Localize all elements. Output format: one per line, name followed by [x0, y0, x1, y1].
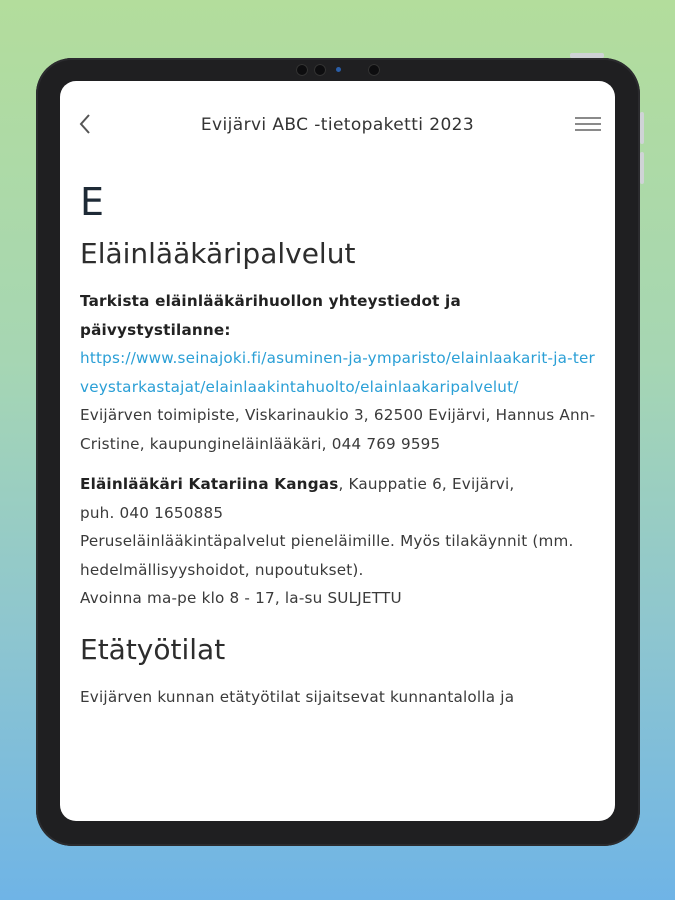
page-title: Evijärvi ABC -tietopaketti 2023	[200, 115, 475, 135]
power-button	[570, 53, 604, 58]
camera-indicator	[336, 67, 341, 72]
vet-services: Peruseläinlääkintäpalvelut pieneläimille. Myös tilakäynnit (mm. hedelmällisyyshoidot, nupoutukset).	[80, 532, 574, 579]
volume-button	[640, 152, 644, 184]
back-button[interactable]	[72, 111, 98, 137]
sensor-icon	[368, 64, 380, 76]
section-letter: E	[80, 180, 105, 224]
camera-icon	[296, 64, 308, 76]
vet-name: Eläinlääkäri Katariina Kangas	[80, 475, 339, 493]
article-content	[80, 181, 600, 711]
menu-button[interactable]	[575, 113, 601, 135]
camera-icon	[314, 64, 326, 76]
hamburger-menu-icon	[575, 117, 601, 131]
chevron-left-icon	[78, 113, 92, 135]
top-bar	[60, 81, 615, 169]
section-heading: Etätyötilat	[80, 632, 226, 666]
intro-text	[80, 287, 600, 344]
volume-button	[640, 112, 644, 144]
vet-phone: puh. 040 1650885	[80, 503, 224, 522]
office-info: Evijärven toimipiste, Viskarinaukio 3, 62500 Evijärvi, Hannus Ann-Cristine, kaupungineläinlääkäri, 044 769 9595	[80, 406, 596, 453]
link-paragraph	[80, 344, 600, 401]
remote-work-text: Evijärven kunnan etätyötilat sijaitsevat kunnantalolla ja	[80, 687, 515, 706]
vet-info	[80, 470, 600, 613]
app-screen	[60, 81, 615, 821]
vet-address: , Kauppatie 6, Evijärvi,	[338, 475, 515, 493]
vet-hours: Avoinna ma-pe klo 8 - 17, la-su SULJETTU	[80, 589, 402, 607]
section-heading: Eläinlääkäripalvelut	[80, 237, 356, 270]
intro-bold: Tarkista eläinlääkärihuollon yhteystiedot ja päivystystilanne:	[80, 292, 461, 339]
vet-services-link[interactable]: https://www.seinajoki.fi/asuminen-ja-ymparisto/elainlaakarit-ja-terveystarkastajat/elainlaakintahuolto/elainlaakaripalvelut/	[80, 349, 595, 396]
